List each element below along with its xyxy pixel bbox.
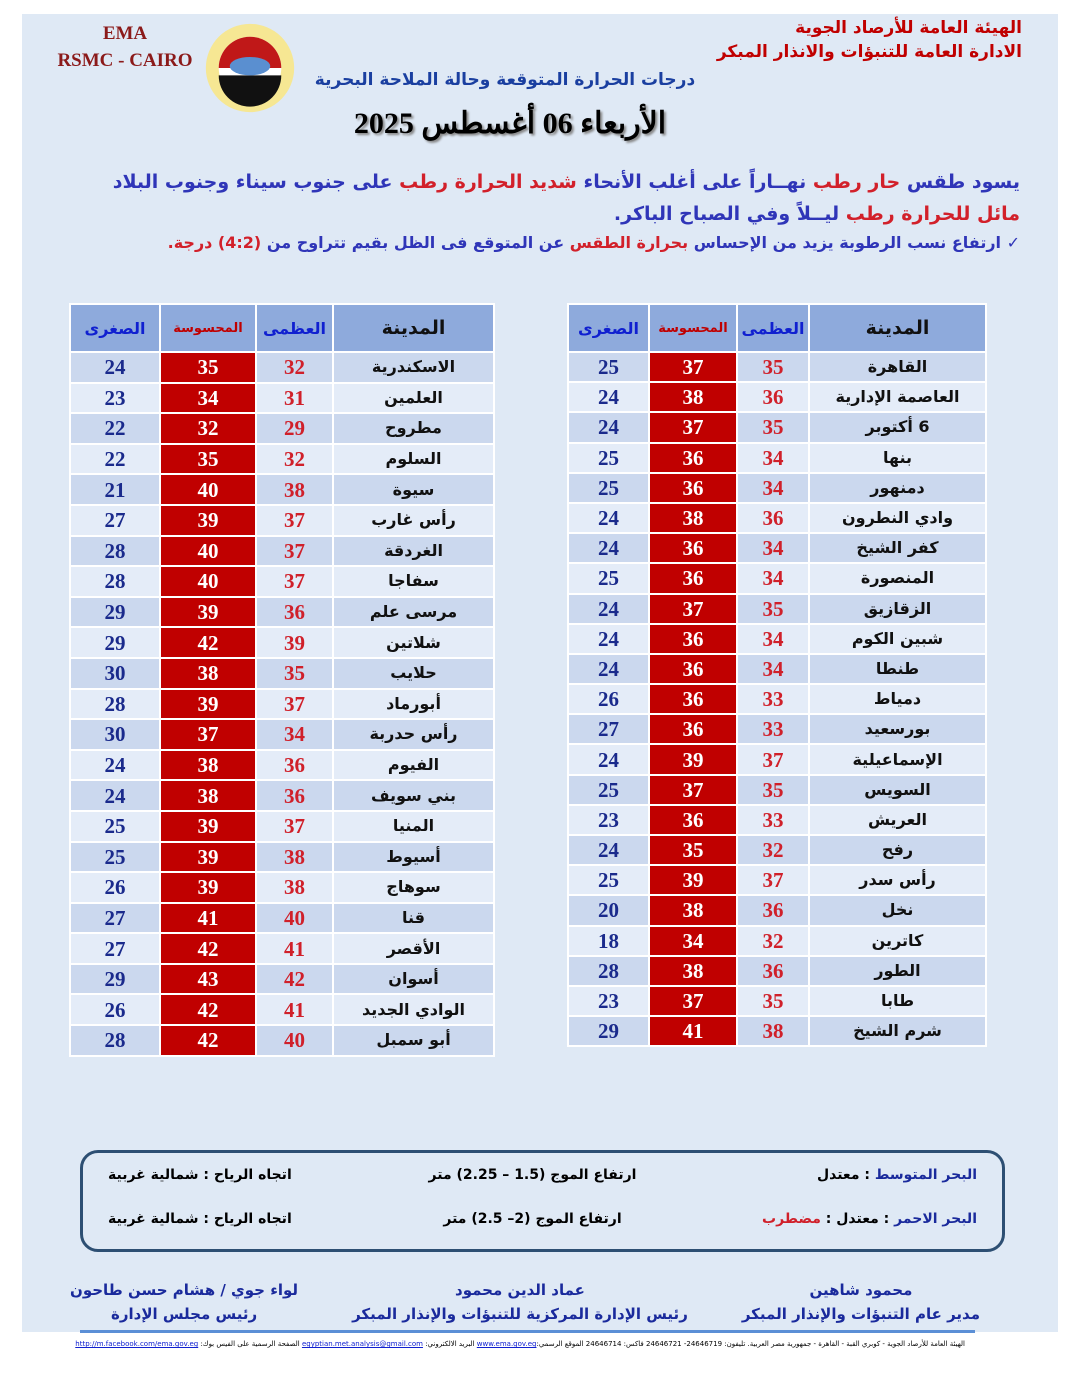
table-row: [70, 903, 494, 934]
col-feels: المحسوسة: [160, 304, 256, 352]
cell-max: 36: [737, 382, 809, 412]
table-row: [568, 744, 986, 774]
cell-city: دمنهور: [809, 473, 986, 503]
table-row: [568, 684, 986, 714]
t: نهــاراً على أغلب الأنحاء: [583, 171, 807, 193]
cell-min: 24: [568, 503, 649, 533]
cell-city: مرسى علم: [333, 597, 494, 628]
ema-label: [52, 20, 198, 74]
cell-feel: 34: [649, 926, 737, 956]
table-row: [70, 505, 494, 536]
table-row: [568, 865, 986, 895]
cell-city: الإسماعيلية: [809, 744, 986, 774]
cell-city: أبورماد: [333, 689, 494, 720]
facebook-link[interactable]: http://m.facebook.com/ema.gov.eg: [75, 1340, 199, 1348]
table-row: [568, 775, 986, 805]
table-row: [568, 956, 986, 986]
ema-text: EMA: [102, 23, 148, 44]
table-row: [568, 654, 986, 684]
med-sea-state: : معتدل: [816, 1167, 870, 1183]
table-row: [70, 780, 494, 811]
cell-max: 37: [256, 505, 333, 536]
red-wind-direction: اتجاه الرياح : شمالية غربية: [108, 1211, 292, 1227]
t: عن المتوقع فى الظل بقيم تتراوح من: [266, 233, 565, 252]
cell-max: 34: [737, 563, 809, 593]
cell-city: قنا: [333, 903, 494, 934]
cell-max: 36: [256, 750, 333, 781]
cell-city: رفح: [809, 835, 986, 865]
cell-max: 34: [737, 624, 809, 654]
cell-max: 40: [256, 903, 333, 934]
cell-feel: 37: [649, 594, 737, 624]
med-wind-direction: اتجاه الرياح : شمالية غربية: [108, 1167, 292, 1183]
cell-feel: 36: [649, 563, 737, 593]
cell-min: 30: [70, 719, 160, 750]
cell-city: طابا: [809, 986, 986, 1016]
t: حار رطب: [812, 171, 901, 193]
table-row: [70, 964, 494, 995]
t: على جنوب سيناء وجنوب البلاد: [112, 171, 393, 193]
summary-block: [60, 166, 1020, 254]
table-row: [70, 383, 494, 414]
cell-feel: 42: [160, 1025, 256, 1056]
red-wave-height: ارتفاع الموج (2– 2.5) متر: [443, 1211, 622, 1227]
cell-min: 29: [70, 627, 160, 658]
table-row: [70, 994, 494, 1025]
cell-max: 41: [256, 994, 333, 1025]
cell-city: سوهاج: [333, 872, 494, 903]
cell-city: أبو سمبل: [333, 1025, 494, 1056]
cell-max: 38: [256, 872, 333, 903]
cell-feel: 35: [160, 352, 256, 383]
cell-feel: 41: [160, 903, 256, 934]
table-row: [70, 719, 494, 750]
table-row: [568, 835, 986, 865]
cell-feel: 36: [649, 533, 737, 563]
cell-min: 25: [70, 811, 160, 842]
cell-feel: 34: [160, 383, 256, 414]
cell-city: طنطا: [809, 654, 986, 684]
cell-feel: 38: [649, 382, 737, 412]
facebook-label: الصفحة الرسمية على الفيس بوك:: [200, 1340, 300, 1348]
table-row: [568, 714, 986, 744]
cell-max: 36: [737, 503, 809, 533]
cell-min: 24: [568, 533, 649, 563]
table-row: [70, 750, 494, 781]
cell-max: 34: [256, 719, 333, 750]
cell-city: شرم الشيخ: [809, 1016, 986, 1046]
cell-feel: 36: [649, 443, 737, 473]
table-row: [70, 933, 494, 964]
t: (4:2) درجة.: [167, 233, 262, 252]
cell-feel: 37: [160, 719, 256, 750]
cell-city: وادي النطرون: [809, 503, 986, 533]
cell-max: 35: [737, 352, 809, 382]
cell-max: 34: [737, 443, 809, 473]
cell-max: 38: [737, 1016, 809, 1046]
cell-city: سيوة: [333, 474, 494, 505]
cell-max: 39: [256, 627, 333, 658]
med-sea-row: [108, 1165, 977, 1185]
table-row: [70, 872, 494, 903]
cell-feel: 38: [649, 503, 737, 533]
cell-feel: 40: [160, 474, 256, 505]
cell-max: 37: [256, 689, 333, 720]
cell-city: أسوان: [333, 964, 494, 995]
table-row: [70, 536, 494, 567]
cell-feel: 43: [160, 964, 256, 995]
table-row: [568, 563, 986, 593]
sig-title: رئيس مجلس الإدارة: [110, 1305, 258, 1323]
temperature-table-right: [567, 303, 987, 1047]
cell-min: 28: [70, 689, 160, 720]
website-link[interactable]: www.ema.gov.eg: [476, 1340, 537, 1348]
cell-min: 21: [70, 474, 160, 505]
cell-max: 34: [737, 533, 809, 563]
email-label: البريد الالكتروني:: [425, 1340, 475, 1348]
cell-max: 34: [737, 654, 809, 684]
table-row: [568, 1016, 986, 1046]
cell-feel: 38: [160, 658, 256, 689]
cell-feel: 37: [649, 412, 737, 442]
table-row: [70, 352, 494, 383]
cell-feel: 37: [649, 986, 737, 1016]
cell-min: 28: [70, 536, 160, 567]
cell-feel: 36: [649, 473, 737, 503]
cell-min: 24: [568, 744, 649, 774]
table-row: [568, 412, 986, 442]
cell-city: العريش: [809, 805, 986, 835]
cell-max: 35: [737, 986, 809, 1016]
cell-min: 30: [70, 658, 160, 689]
cell-feel: 39: [160, 689, 256, 720]
cell-max: 36: [256, 780, 333, 811]
sig-title: رئيس الإدارة المركزية للتنبؤات والإنذار المبكر: [352, 1305, 688, 1323]
sig-name: محمود شاهين: [809, 1281, 913, 1299]
col-city: المدينة: [809, 304, 986, 352]
cell-min: 22: [70, 413, 160, 444]
cell-feel: 42: [160, 994, 256, 1025]
cell-min: 25: [568, 865, 649, 895]
page-title: الأربعاء 06 أغسطس 2025: [353, 107, 667, 140]
t: مائل للحرارة رطب: [845, 203, 1020, 225]
cell-min: 28: [70, 566, 160, 597]
cell-max: 35: [737, 594, 809, 624]
cell-min: 23: [568, 805, 649, 835]
cell-feel: 36: [649, 654, 737, 684]
table-row: [568, 473, 986, 503]
cell-min: 25: [568, 775, 649, 805]
col-min: الصغرى: [70, 304, 160, 352]
cell-city: كفر الشيخ: [809, 533, 986, 563]
cell-min: 24: [568, 654, 649, 684]
cell-feel: 38: [160, 750, 256, 781]
table-row: [568, 382, 986, 412]
rsmc-text: RSMC - CAIRO: [57, 50, 193, 71]
cell-feel: 39: [649, 865, 737, 895]
cell-city: الفيوم: [333, 750, 494, 781]
cell-min: 25: [568, 473, 649, 503]
divider: [80, 1330, 975, 1333]
cell-min: 26: [568, 684, 649, 714]
cell-max: 40: [256, 1025, 333, 1056]
cell-city: نخل: [809, 895, 986, 925]
red-sea-state-rough: مضطرب: [762, 1211, 821, 1227]
cell-city: رأس غارب: [333, 505, 494, 536]
cell-feel: 35: [649, 835, 737, 865]
cell-feel: 40: [160, 566, 256, 597]
humidity-note: [60, 232, 1020, 254]
cell-feel: 42: [160, 933, 256, 964]
cell-min: 20: [568, 895, 649, 925]
table-row: [70, 689, 494, 720]
cell-city: شبين الكوم: [809, 624, 986, 654]
signature-3: [70, 1278, 298, 1326]
cell-max: 29: [256, 413, 333, 444]
table-row: [568, 805, 986, 835]
email-link[interactable]: egyptian.met.analysis@gmail.com: [301, 1340, 423, 1348]
cell-feel: 38: [649, 895, 737, 925]
cell-max: 38: [256, 474, 333, 505]
cell-min: 24: [568, 382, 649, 412]
t: بحرارة الطقس: [569, 233, 689, 252]
cell-min: 29: [568, 1016, 649, 1046]
cell-feel: 36: [649, 624, 737, 654]
cell-city: الغردقة: [333, 536, 494, 567]
cell-city: الطور: [809, 956, 986, 986]
signature-2: [352, 1278, 688, 1326]
cell-max: 37: [256, 566, 333, 597]
cell-min: 25: [568, 443, 649, 473]
org-line: الهيئة العامة للأرصاد الجوية: [795, 18, 1022, 38]
subtitle: درجات الحرارة المتوقعة وحالة الملاحة البحرية: [314, 70, 696, 90]
cell-min: 27: [70, 505, 160, 536]
cell-feel: 37: [649, 352, 737, 382]
cell-city: السلوم: [333, 444, 494, 475]
cell-min: 29: [70, 597, 160, 628]
cell-city: سفاجا: [333, 566, 494, 597]
cell-min: 25: [70, 842, 160, 873]
footer: [75, 1340, 965, 1348]
dept-line: الادارة العامة للتنبؤات والانذار المبكر: [716, 42, 1022, 62]
cell-max: 35: [256, 658, 333, 689]
cell-city: الزقازيق: [809, 594, 986, 624]
cell-city: بنها: [809, 443, 986, 473]
col-max: العظمى: [256, 304, 333, 352]
cell-max: 37: [737, 744, 809, 774]
table-row: [568, 986, 986, 1016]
cell-max: 37: [737, 865, 809, 895]
red-sea-row: [108, 1209, 977, 1229]
cell-city: المنصورة: [809, 563, 986, 593]
cell-min: 28: [568, 956, 649, 986]
cell-city: المنيا: [333, 811, 494, 842]
cell-feel: 32: [160, 413, 256, 444]
cell-max: 35: [737, 412, 809, 442]
table-row: [568, 352, 986, 382]
cell-feel: 36: [649, 684, 737, 714]
cell-max: 36: [256, 597, 333, 628]
cell-city: الأقصر: [333, 933, 494, 964]
t: شديد الحرارة رطب: [399, 171, 577, 193]
cell-min: 26: [70, 994, 160, 1025]
cell-city: العاصمة الإدارية: [809, 382, 986, 412]
med-wave-height: ارتفاع الموج (1.5 – 2.25) متر: [428, 1167, 637, 1183]
t: ليــلاً وفي الصباح الباكر.: [613, 203, 840, 225]
sig-title: مدير عام التنبؤات والإنذار المبكر: [741, 1305, 980, 1323]
cell-min: 18: [568, 926, 649, 956]
col-min: الصغرى: [568, 304, 649, 352]
cell-min: 26: [70, 872, 160, 903]
cell-feel: 38: [160, 780, 256, 811]
weather-summary: [60, 166, 1020, 230]
table-row: [568, 895, 986, 925]
signature-1: [742, 1278, 980, 1326]
cell-max: 31: [256, 383, 333, 414]
col-city: المدينة: [333, 304, 494, 352]
cell-max: 42: [256, 964, 333, 995]
cell-min: 23: [70, 383, 160, 414]
cell-city: رأس سدر: [809, 865, 986, 895]
cell-max: 34: [737, 473, 809, 503]
table-row: [568, 624, 986, 654]
t: يسود طقس: [906, 171, 1020, 193]
sig-name: عماد الدين محمود: [455, 1281, 585, 1299]
cell-max: 41: [256, 933, 333, 964]
table-row: [70, 597, 494, 628]
cell-feel: 37: [649, 775, 737, 805]
cell-city: العلمين: [333, 383, 494, 414]
cell-min: 29: [70, 964, 160, 995]
med-sea-label: البحر المتوسط: [874, 1167, 977, 1183]
table-row: [70, 474, 494, 505]
table-row: [70, 566, 494, 597]
cell-min: 24: [568, 624, 649, 654]
cell-city: أسيوط: [333, 842, 494, 873]
cell-feel: 38: [649, 956, 737, 986]
cell-feel: 36: [649, 714, 737, 744]
cell-min: 24: [70, 750, 160, 781]
signatures: [70, 1278, 980, 1326]
cell-city: شلاتين: [333, 627, 494, 658]
table-row: [70, 444, 494, 475]
cell-feel: 39: [160, 597, 256, 628]
cell-city: السويس: [809, 775, 986, 805]
ema-logo-icon: [204, 22, 296, 114]
cell-city: بني سويف: [333, 780, 494, 811]
cell-city: الاسكندرية: [333, 352, 494, 383]
table-row: [568, 503, 986, 533]
cell-min: 27: [70, 903, 160, 934]
cell-city: حلايب: [333, 658, 494, 689]
footer-address: الهيئة العامة للأرصاد الجوية - كوبري القبة - القاهرة - جمهورية مصر العربية. تليفون: 24646719- 24646721 فاكس: 24646714 الموقع الرسمي:: [536, 1340, 965, 1348]
cell-min: 22: [70, 444, 160, 475]
cell-min: 27: [568, 714, 649, 744]
cell-city: بورسعيد: [809, 714, 986, 744]
cell-feel: 40: [160, 536, 256, 567]
cell-city: الوادي الجديد: [333, 994, 494, 1025]
cell-min: 24: [70, 780, 160, 811]
cell-max: 33: [737, 805, 809, 835]
red-sea-state: : معتدل :: [825, 1211, 890, 1227]
col-feels: المحسوسة: [649, 304, 737, 352]
table-row: [70, 413, 494, 444]
red-sea-label: البحر الاحمر: [894, 1211, 977, 1227]
cell-feel: 42: [160, 627, 256, 658]
cell-max: 32: [737, 926, 809, 956]
col-max: العظمى: [737, 304, 809, 352]
t: ✓ ارتفاع نسب الرطوبة يزيد من الإحساس: [693, 233, 1020, 252]
org-name: [717, 16, 1022, 64]
table-row: [70, 842, 494, 873]
cell-min: 28: [70, 1025, 160, 1056]
sig-name: لواء جوي / هشام حسن طاحون: [70, 1281, 299, 1299]
cell-min: 24: [70, 352, 160, 383]
cell-max: 37: [256, 536, 333, 567]
cell-max: 37: [256, 811, 333, 842]
cell-min: 25: [568, 563, 649, 593]
table-row: [568, 443, 986, 473]
cell-max: 36: [737, 895, 809, 925]
table-row: [568, 926, 986, 956]
cell-city: كاترين: [809, 926, 986, 956]
cell-min: 24: [568, 835, 649, 865]
cell-feel: 39: [649, 744, 737, 774]
cell-min: 25: [568, 352, 649, 382]
cell-feel: 39: [160, 842, 256, 873]
table-row: [70, 811, 494, 842]
cell-max: 33: [737, 714, 809, 744]
table-row: [70, 658, 494, 689]
cell-city: مطروح: [333, 413, 494, 444]
cell-max: 35: [737, 775, 809, 805]
cell-feel: 41: [649, 1016, 737, 1046]
cell-feel: 39: [160, 505, 256, 536]
cell-min: 27: [70, 933, 160, 964]
temperature-table-left: [69, 303, 495, 1057]
table-row: [70, 627, 494, 658]
cell-feel: 39: [160, 811, 256, 842]
cell-max: 32: [737, 835, 809, 865]
cell-feel: 36: [649, 805, 737, 835]
cell-min: 23: [568, 986, 649, 1016]
table-row: [70, 1025, 494, 1056]
cell-max: 33: [737, 684, 809, 714]
cell-max: 32: [256, 352, 333, 383]
cell-feel: 39: [160, 872, 256, 903]
cell-city: 6 أكتوبر: [809, 412, 986, 442]
cell-city: دمياط: [809, 684, 986, 714]
cell-max: 38: [256, 842, 333, 873]
table-row: [568, 594, 986, 624]
cell-feel: 35: [160, 444, 256, 475]
table-row: [568, 533, 986, 563]
cell-min: 24: [568, 412, 649, 442]
cell-min: 24: [568, 594, 649, 624]
cell-city: القاهرة: [809, 352, 986, 382]
cell-max: 32: [256, 444, 333, 475]
cell-max: 36: [737, 956, 809, 986]
cell-city: رأس حدربة: [333, 719, 494, 750]
sea-status-box: [80, 1150, 1005, 1252]
